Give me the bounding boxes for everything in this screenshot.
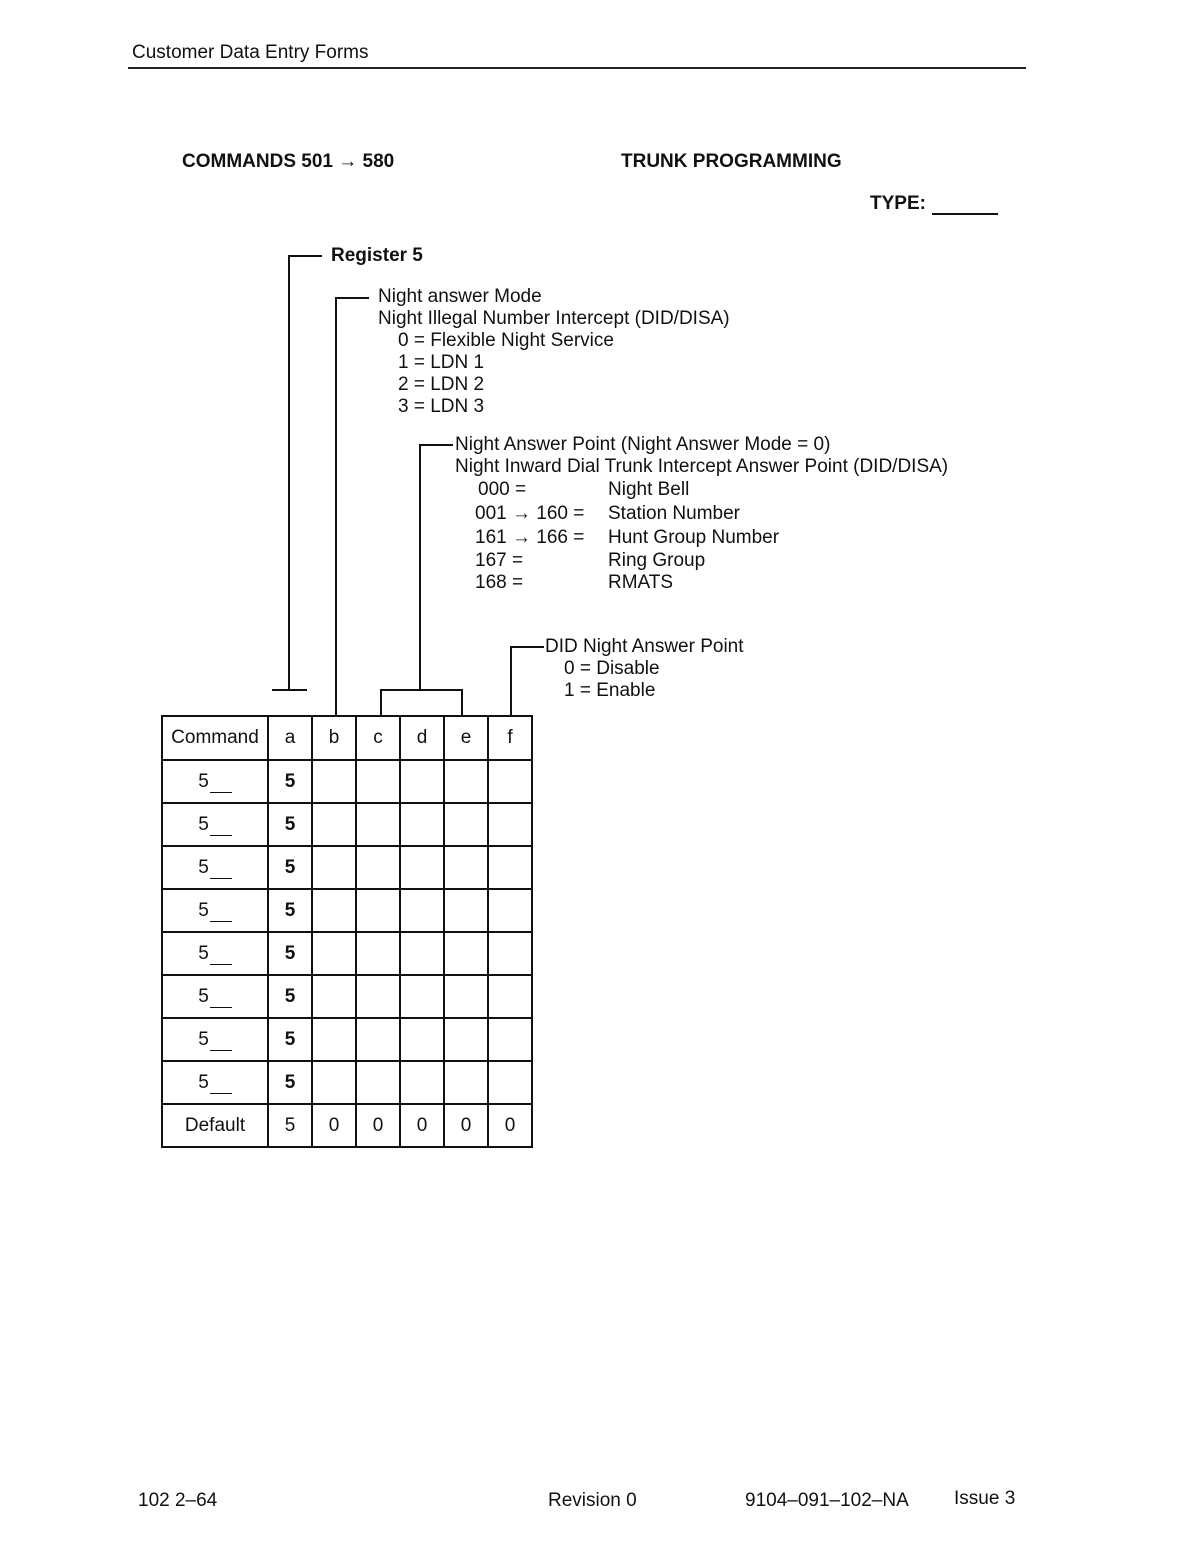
cell-c[interactable]	[356, 889, 400, 932]
point-code-1: 001 → 160 =	[475, 503, 585, 524]
type-label: TYPE:	[870, 193, 926, 214]
cell-a: 5	[268, 846, 312, 889]
cell-c[interactable]	[356, 1018, 400, 1061]
footer-page-number: 102 2–64	[138, 1490, 218, 1511]
default-d: 0	[400, 1104, 444, 1147]
mode-line-0: Night answer Mode	[378, 286, 542, 307]
entry-table	[161, 715, 533, 1148]
command-cell[interactable]: 5	[162, 1018, 268, 1061]
point-meaning-4: RMATS	[608, 572, 674, 593]
header-c: c	[356, 716, 400, 760]
cell-e[interactable]	[444, 1018, 488, 1061]
header-a: a	[268, 716, 312, 760]
cell-d[interactable]	[400, 1018, 444, 1061]
cell-e[interactable]	[444, 975, 488, 1018]
type-blank[interactable]	[932, 195, 998, 215]
footer-doc-number: 9104–091–102–NA	[745, 1490, 909, 1511]
point-bracket-vertical	[419, 444, 421, 690]
cell-b[interactable]	[312, 932, 356, 975]
default-label: Default	[162, 1104, 268, 1147]
did-line-2: 1 = Enable	[564, 680, 656, 701]
point-bracket-left-leg	[380, 689, 382, 717]
register-label: Register 5	[331, 245, 423, 266]
point-code-3: 167 =	[475, 550, 524, 571]
cell-e[interactable]	[444, 1061, 488, 1104]
did-line-0: DID Night Answer Point	[545, 636, 744, 657]
cell-d[interactable]	[400, 932, 444, 975]
cell-c[interactable]	[356, 803, 400, 846]
cell-d[interactable]	[400, 803, 444, 846]
table-row	[162, 846, 532, 889]
header-f: f	[488, 716, 532, 760]
table-row	[162, 1061, 532, 1104]
command-cell[interactable]: 5	[162, 1061, 268, 1104]
default-c: 0	[356, 1104, 400, 1147]
cell-f[interactable]	[488, 1018, 532, 1061]
point-bracket-top	[419, 444, 453, 446]
mode-line-4: 2 = LDN 2	[398, 374, 485, 395]
cell-f[interactable]	[488, 760, 532, 803]
cell-e[interactable]	[444, 803, 488, 846]
did-line-1: 0 = Disable	[564, 658, 660, 679]
register-bracket-top	[288, 255, 322, 257]
cell-e[interactable]	[444, 889, 488, 932]
point-code-2: 161 → 166 =	[475, 527, 585, 548]
point-code-4: 168 =	[475, 572, 524, 593]
cell-a: 5	[268, 889, 312, 932]
register-bracket-vertical	[288, 255, 290, 691]
cell-a: 5	[268, 1061, 312, 1104]
cell-d[interactable]	[400, 1061, 444, 1104]
cell-d[interactable]	[400, 846, 444, 889]
command-cell[interactable]: 5	[162, 760, 268, 803]
cell-f[interactable]	[488, 932, 532, 975]
cell-c[interactable]	[356, 760, 400, 803]
footer-revision: Revision 0	[548, 1490, 637, 1511]
header-d: d	[400, 716, 444, 760]
cell-b[interactable]	[312, 975, 356, 1018]
point-meaning-2: Hunt Group Number	[608, 527, 780, 548]
cell-e[interactable]	[444, 760, 488, 803]
cell-b[interactable]	[312, 846, 356, 889]
point-code-0: 000 =	[478, 479, 527, 500]
mode-bracket-top	[335, 297, 369, 299]
register-bracket-foot	[272, 689, 307, 691]
cell-b[interactable]	[312, 1018, 356, 1061]
point-meaning-0: Night Bell	[608, 479, 690, 500]
default-f: 0	[488, 1104, 532, 1147]
mode-line-3: 1 = LDN 1	[398, 352, 485, 373]
command-cell[interactable]: 5	[162, 889, 268, 932]
table-row	[162, 889, 532, 932]
cell-f[interactable]	[488, 1061, 532, 1104]
mode-line-1: Night Illegal Number Intercept (DID/DISA)	[378, 308, 730, 329]
mode-line-2: 0 = Flexible Night Service	[398, 330, 614, 351]
cell-b[interactable]	[312, 1061, 356, 1104]
cell-b[interactable]	[312, 803, 356, 846]
table-row	[162, 1018, 532, 1061]
header-b: b	[312, 716, 356, 760]
cell-f[interactable]	[488, 975, 532, 1018]
cell-a: 5	[268, 932, 312, 975]
default-e: 0	[444, 1104, 488, 1147]
cell-e[interactable]	[444, 846, 488, 889]
did-bracket-vertical	[510, 646, 512, 717]
cell-a: 5	[268, 803, 312, 846]
cell-c[interactable]	[356, 846, 400, 889]
cell-d[interactable]	[400, 760, 444, 803]
point-title-1: Night Answer Point (Night Answer Mode = 0)	[455, 434, 831, 455]
commands-label: COMMANDS 501 → 580	[182, 151, 395, 172]
cell-d[interactable]	[400, 889, 444, 932]
point-meaning-3: Ring Group	[608, 550, 706, 571]
command-cell[interactable]: 5	[162, 932, 268, 975]
table-row	[162, 975, 532, 1018]
cell-e[interactable]	[444, 932, 488, 975]
table-row	[162, 760, 532, 803]
did-bracket-top	[510, 646, 544, 648]
cell-f[interactable]	[488, 803, 532, 846]
point-bracket-span	[380, 689, 463, 691]
default-a: 5	[268, 1104, 312, 1147]
point-bracket-right-leg	[461, 689, 463, 717]
footer-issue: Issue 3	[954, 1488, 1016, 1509]
cell-c[interactable]	[356, 1061, 400, 1104]
header-command: Command	[162, 716, 268, 760]
cell-a: 5	[268, 760, 312, 803]
command-cell[interactable]: 5	[162, 803, 268, 846]
mode-line-5: 3 = LDN 3	[398, 396, 485, 417]
table-row	[162, 803, 532, 846]
page-header-title: Customer Data Entry Forms	[132, 42, 369, 63]
point-meaning-1: Station Number	[608, 503, 741, 524]
point-title-2: Night Inward Dial Trunk Intercept Answer Point (DID/DISA)	[455, 456, 949, 477]
section-title: TRUNK PROGRAMMING	[621, 151, 842, 172]
cell-f[interactable]	[488, 846, 532, 889]
mode-bracket-vertical	[335, 297, 337, 717]
cell-c[interactable]	[356, 932, 400, 975]
header-e: e	[444, 716, 488, 760]
cell-d[interactable]	[400, 975, 444, 1018]
command-cell[interactable]: 5	[162, 846, 268, 889]
cell-b[interactable]	[312, 760, 356, 803]
cell-a: 5	[268, 1018, 312, 1061]
command-cell[interactable]: 5	[162, 975, 268, 1018]
table-header-row	[162, 716, 532, 760]
default-b: 0	[312, 1104, 356, 1147]
cell-a: 5	[268, 975, 312, 1018]
cell-b[interactable]	[312, 889, 356, 932]
default-row	[162, 1104, 532, 1147]
table-row	[162, 932, 532, 975]
cell-f[interactable]	[488, 889, 532, 932]
type-field	[870, 193, 998, 215]
header-rule	[128, 67, 1026, 69]
cell-c[interactable]	[356, 975, 400, 1018]
